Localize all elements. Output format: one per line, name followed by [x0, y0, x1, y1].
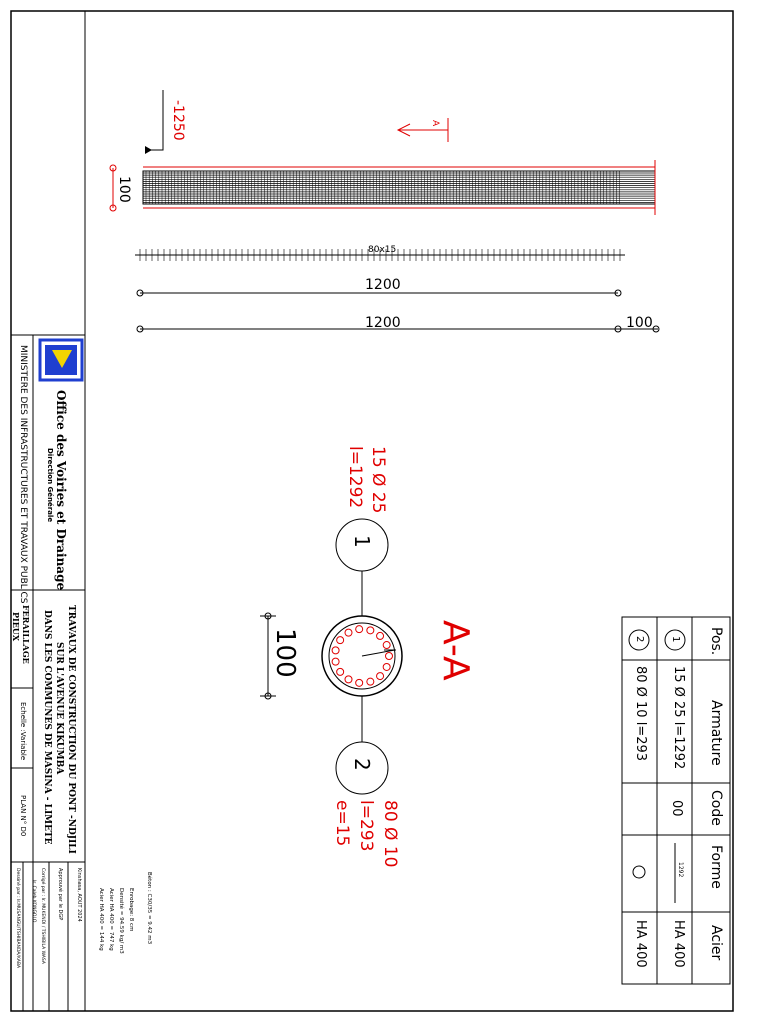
- schedule-header-pos: Pos.: [708, 627, 724, 656]
- schedule-header-forme: Forme: [708, 845, 724, 889]
- ministry-label: MINISTERE DES INFRASTRUCTURES ET TRAVAUX PUBLICS: [18, 345, 28, 604]
- section-title: A-A: [435, 620, 476, 681]
- checked-line2: Ir. Caleb KONGOLO: [31, 880, 36, 923]
- longitudinal-bars: [143, 171, 655, 204]
- note-0: Béton : C30/35 = 9.42 m3: [146, 872, 152, 945]
- drawing-name-line2: PIEUX: [11, 612, 21, 642]
- note-1: Enrobage: 8 cm: [128, 888, 134, 932]
- bar1-line2: l=1292: [345, 446, 365, 509]
- row2-armature: 80 Ø 10 l=293: [633, 666, 648, 762]
- project-line3: DANS LES COMMUNES DE MASINA - LIMETE: [42, 610, 52, 845]
- row2-pos: 2: [634, 636, 645, 643]
- ovd-logo: [40, 340, 82, 380]
- project-line1: TRAVAUX DE CONSTRUCTION DU PONT -NDJILI: [66, 605, 76, 854]
- scale-label: Echelle :Variable: [19, 702, 27, 761]
- section-diameter-label: 100: [270, 628, 300, 678]
- extension-label: 100: [626, 315, 653, 331]
- schedule-header-code: Code: [708, 790, 724, 826]
- pile-width-label: 100: [116, 176, 132, 203]
- row1-pos: 1: [670, 636, 681, 643]
- length-label-1: 1200: [365, 277, 401, 293]
- stirrups-label: 80x15: [368, 245, 397, 255]
- row1-forme-label: 1292: [677, 862, 684, 878]
- bar2-line3: e=15: [332, 800, 352, 847]
- bar1-pos: 1: [350, 535, 374, 548]
- project-line2: SUR L'AVENUE KIKUMBA: [54, 642, 64, 775]
- plan-number: PLAN N° D0: [19, 795, 27, 837]
- row1-code: 00: [669, 800, 684, 817]
- date-label: Kinshasa, AOUT 2024: [76, 868, 82, 922]
- note-3: Acier HA 400 = 747 kg: [108, 888, 114, 951]
- drawn-label: Dessiné par : Ir.MUSANGU/TSHIBANDA/KABA: [15, 868, 20, 969]
- pile-elevation: [110, 90, 659, 332]
- schedule-header-acier: Acier: [708, 925, 724, 961]
- row2-acier: HA 400: [633, 920, 648, 968]
- checked-line1: Corrigé par : Ir. MUKENDI / TSHIBILA WASA: [40, 868, 45, 964]
- office-name: Office des Voiries et Drainage: [54, 390, 68, 591]
- section-marker-label: A: [430, 120, 440, 127]
- approved-label: Approuvé par le DGP: [57, 868, 63, 921]
- schedule-header-armature: Armature: [708, 700, 724, 766]
- bar2-pos: 2: [350, 758, 374, 771]
- length-label-2: 1200: [365, 315, 401, 331]
- bar1-line1: 15 Ø 25: [368, 446, 388, 514]
- direction-label: Direction Générale: [46, 448, 54, 523]
- note-2: Densité = 94.59 kg/ m3: [118, 888, 124, 954]
- note-4: Acier HA 400 = 144 kg: [98, 888, 104, 951]
- row1-acier: HA 400: [671, 920, 686, 968]
- bar2-line2: l=293: [356, 800, 376, 852]
- row1-armature: 15 Ø 25 l=1292: [671, 666, 686, 770]
- drawing-name-line1: FERAILLAGE: [21, 605, 31, 664]
- elevation-label: -1250: [170, 100, 186, 141]
- bar2-line1: 80 Ø 10: [380, 800, 400, 868]
